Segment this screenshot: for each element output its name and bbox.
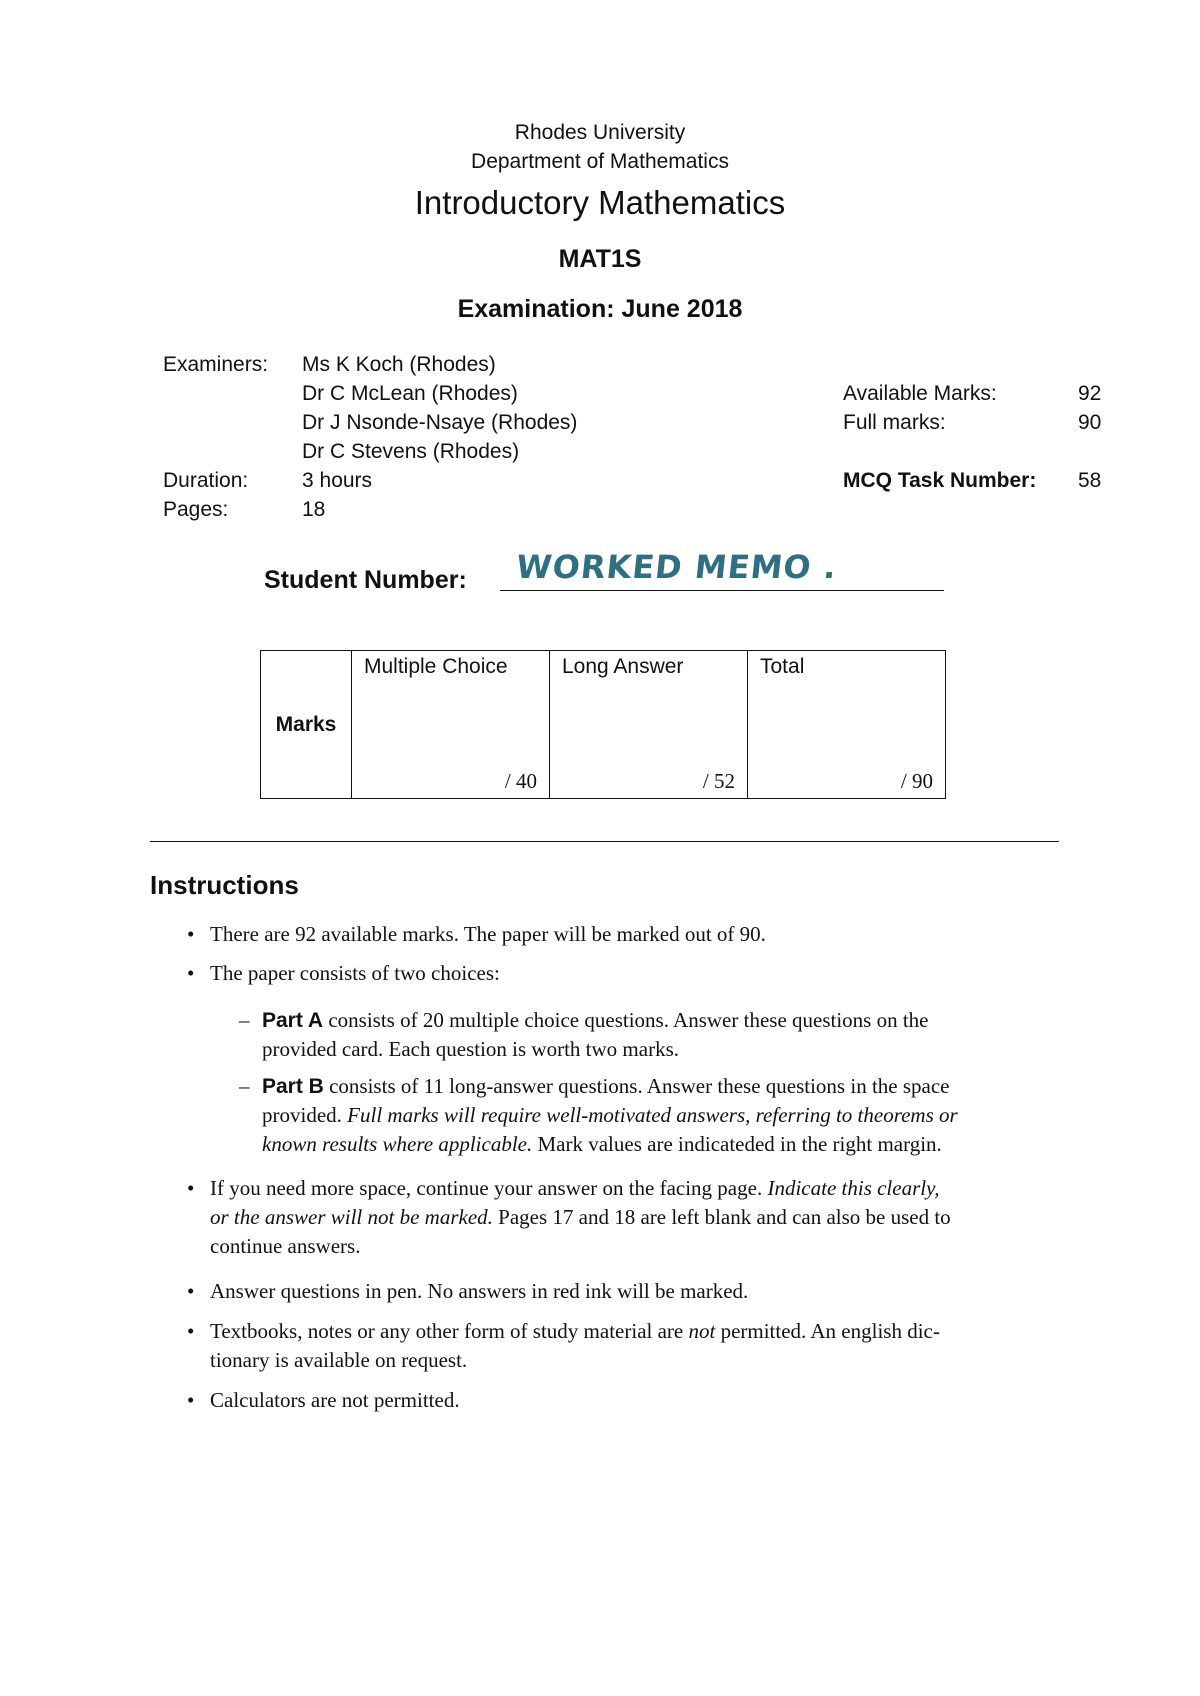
examiner-1: Ms K Koch (Rhodes) [302,353,496,376]
more-space-text-2a: or the answer will not be marked. [210,1205,493,1229]
more-space-text-1a: If you need more space, continue your answer on the facing page. [210,1176,768,1200]
column-out-of: / 90 [900,769,933,793]
part-b-line-1 [262,1072,1059,1101]
part-b-text-2a: provided. [262,1103,348,1127]
column-title: Multiple Choice [364,655,508,678]
mcq-task-label: MCQ Task Number: [843,469,1037,492]
duration-value: 3 hours [302,469,373,492]
bullet: • [187,1388,195,1412]
instruction-more-space [210,1174,1059,1261]
bullet: • [187,1319,195,1343]
course-code: MAT1S [558,245,642,273]
table-row [261,651,946,799]
part-b-text-1: consists of 11 long-answer questions. Answer these questions in the space [323,1074,950,1098]
dash: – [239,1074,250,1098]
materials-line-2: tionary is available on request. [210,1348,468,1372]
part-a-label: Part A [262,1009,324,1032]
part-b-line-2 [262,1101,1059,1130]
university-name: Rhodes University [514,121,686,144]
available-marks-value: 92 [1078,382,1102,405]
materials-text-1c: permitted. An english dic- [715,1319,940,1343]
full-marks-value: 90 [1078,411,1102,434]
instruction-part-a [262,1006,1059,1064]
instruction-parts: The paper consists of two choices: [210,961,500,985]
more-space-line-2 [210,1203,1059,1232]
full-marks-label: Full marks: [843,411,946,434]
more-space-text-1b: Indicate this clearly, [767,1176,940,1200]
part-a-text-1: consists of 20 multiple choice questions. Answer these questions on the [323,1008,929,1032]
instructions-heading: Instructions [150,870,299,900]
bullet: • [187,961,195,985]
pages-value: 18 [302,498,326,521]
marks-cell-long-answer[interactable] [550,651,748,799]
course-title: Introductory Mathematics [414,184,786,221]
dash: – [239,1008,250,1032]
part-b-label: Part B [262,1075,324,1098]
column-title: Total [760,655,805,678]
part-a-line-1 [262,1006,1059,1035]
part-b-text-2b: Full marks will require well-motivated answers, referring to theorems or [347,1103,958,1127]
column-out-of: / 52 [702,769,735,793]
bullet: • [187,1279,195,1303]
materials-text-1b: not [688,1319,716,1343]
pages-label: Pages: [163,498,229,521]
instruction-part-b [262,1072,1059,1159]
marks-table [260,650,946,799]
more-space-line-3: continue answers. [210,1234,361,1258]
marks-row-label: Marks [261,651,352,799]
bullet: • [187,1176,195,1200]
part-b-text-3a: known results where applicable. [262,1132,533,1156]
more-space-text-2b: Pages 17 and 18 are left blank and can also be used to [492,1205,951,1229]
column-out-of: / 40 [504,769,537,793]
exam-title: Examination: June 2018 [457,295,743,323]
examiner-2: Dr C McLean (Rhodes) [302,382,518,405]
student-number-handwriting: WORKED MEMO . [514,548,839,586]
part-b-text-3b: Mark values are indicateded in the right margin. [532,1132,942,1156]
marks-cell-total[interactable] [748,651,946,799]
part-a-line-2: provided card. Each question is worth two marks. [262,1037,679,1061]
more-space-line-1 [210,1174,1059,1203]
instruction-marks: There are 92 available marks. The paper will be marked out of 90. [210,922,766,946]
examiners-label: Examiners: [163,353,269,376]
instruction-calculators: Calculators are not permitted. [210,1388,460,1412]
instruction-pen: Answer questions in pen. No answers in red ink will be marked. [210,1279,749,1303]
marks-cell-multiple-choice[interactable] [352,651,550,799]
section-divider [150,841,1059,842]
duration-label: Duration: [163,469,249,492]
available-marks-label: Available Marks: [843,382,997,405]
column-title: Long Answer [562,655,684,678]
materials-text-1a: Textbooks, notes or any other form of study material are [210,1319,689,1343]
examiner-3: Dr J Nsonde-Nsaye (Rhodes) [302,411,578,434]
department-name: Department of Mathematics [471,150,729,173]
student-number-label: Student Number: [264,566,467,594]
examiner-4: Dr C Stevens (Rhodes) [302,440,520,463]
mcq-task-value: 58 [1078,469,1102,492]
bullet: • [187,922,195,946]
part-b-line-3 [262,1130,1059,1159]
materials-line-1 [210,1317,1059,1346]
instruction-materials [210,1317,1059,1375]
